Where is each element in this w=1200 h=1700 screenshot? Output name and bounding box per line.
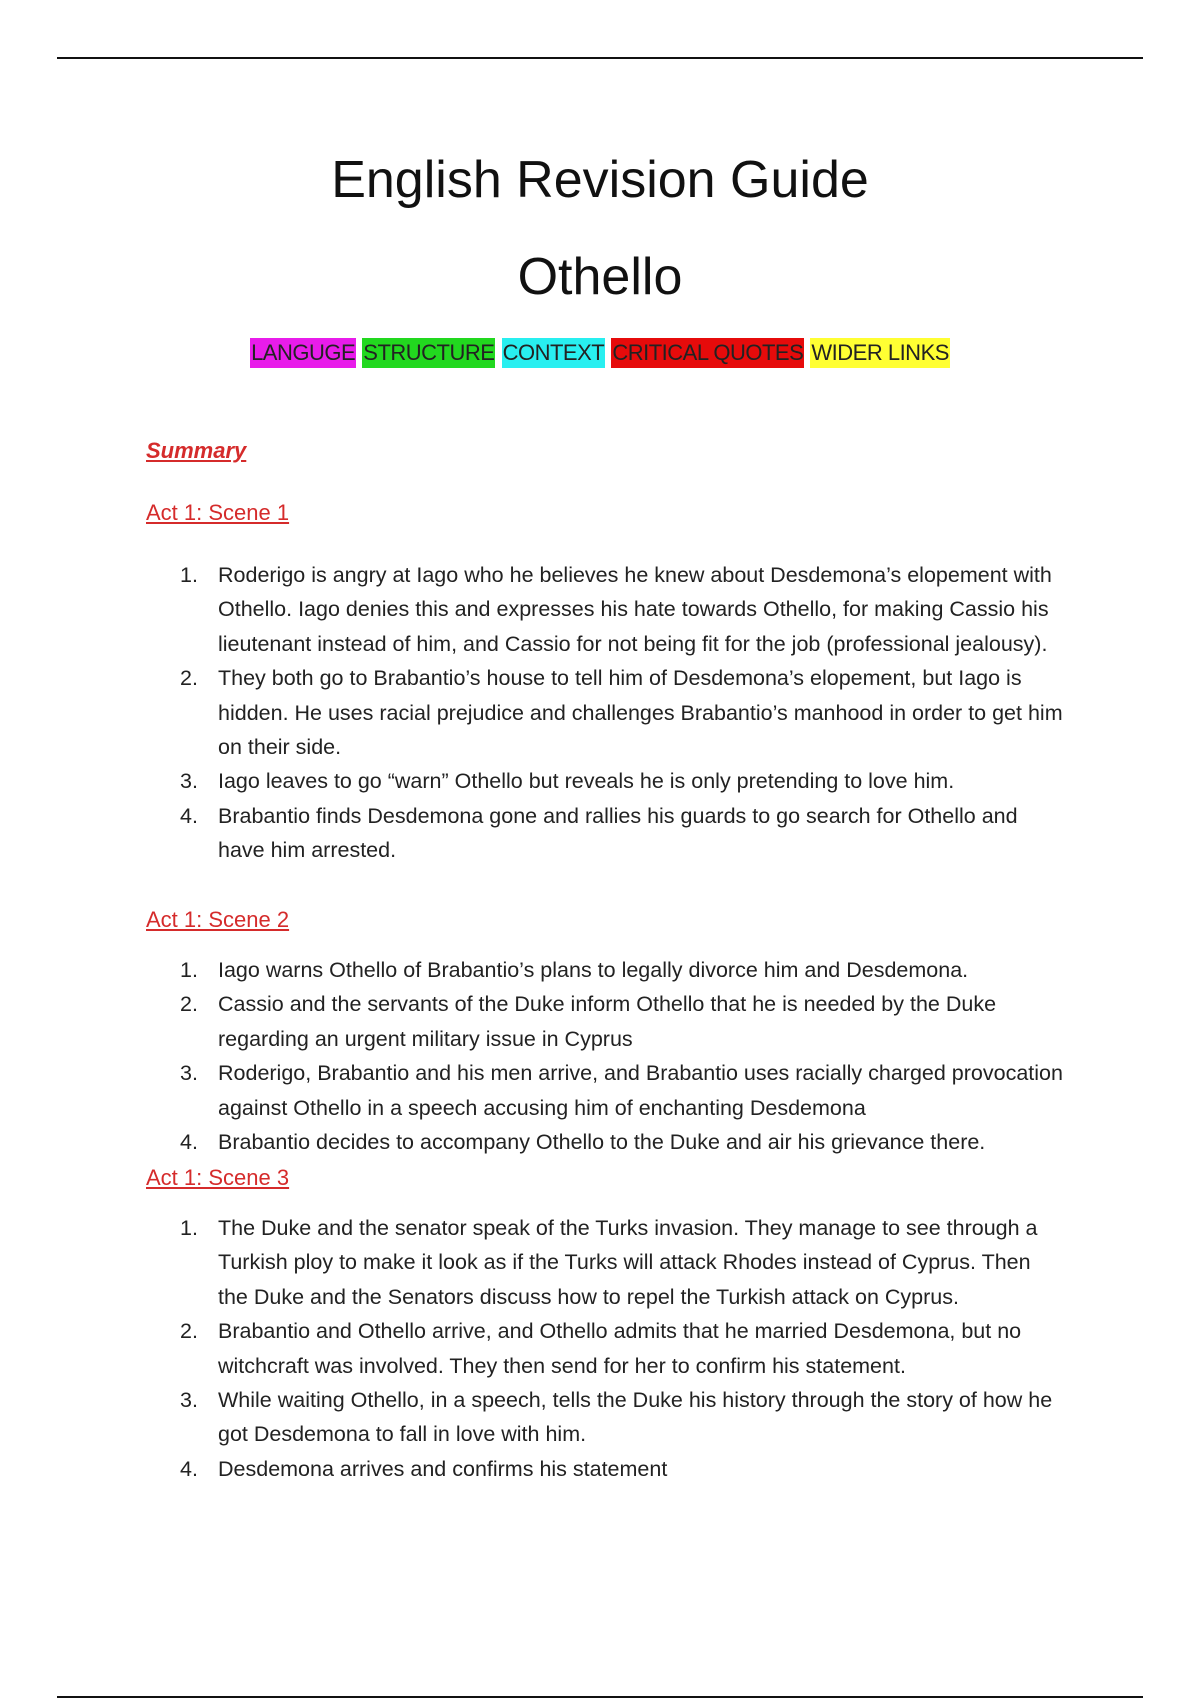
list-item: 1. Roderigo is angry at Iago who he believes he knew about Desdemona’s elopement with Othello. Iago denies this and expresses his hate towards Othello, for making Cassio his lieutenant instead of him, and Cassio for not being fit for the job (professional jealousy). bbox=[180, 563, 1052, 656]
list-item: 3. While waiting Othello, in a speech, tells the Duke his history through the story of how he got Desdemona to fall in love with him. bbox=[180, 1388, 1053, 1447]
section-heading-act1-scene1: Act 1: Scene 1 bbox=[146, 500, 290, 525]
list-item: 4. Desdemona arrives and confirms his statement bbox=[180, 1456, 668, 1481]
document-title: English Revision Guide bbox=[331, 151, 869, 209]
list-item: 3. Iago leaves to go “warn” Othello but reveals he is only pretending to love him. bbox=[180, 769, 955, 794]
document-subtitle: Othello bbox=[517, 248, 683, 306]
summary-heading: Summary bbox=[146, 438, 247, 463]
list-item: 3. Roderigo, Brabantio and his men arrive, and Brabantio uses racially charged provocation against Othello in a speech accusing him of enchanting Desdemona bbox=[180, 1061, 1063, 1120]
list-item: 2. Brabantio and Othello arrive, and Othello admits that he married Desdemona, but no witchcraft was involved. They then send for her to confirm his statement. bbox=[180, 1319, 1022, 1378]
legend-language: LANGUGE bbox=[250, 338, 356, 368]
header-rule bbox=[57, 57, 1143, 59]
section-heading-act1-scene2: Act 1: Scene 2 bbox=[146, 907, 290, 932]
act1-scene3-list bbox=[146, 1211, 1066, 1486]
legend-critical-quotes: CRITICAL QUOTES bbox=[611, 338, 804, 368]
legend-structure: STRUCTURE bbox=[362, 338, 495, 368]
list-item: 2. Cassio and the servants of the Duke inform Othello that he is needed by the Duke regarding an urgent military issue in Cyprus bbox=[180, 992, 997, 1051]
act1-scene2-list bbox=[146, 953, 1066, 1159]
list-item: 4. Brabantio decides to accompany Othello to the Duke and air his grievance there. bbox=[180, 1130, 986, 1155]
list-item: 4. Brabantio finds Desdemona gone and rallies his guards to go search for Othello and have him arrested. bbox=[180, 803, 1018, 863]
section-heading-act1-scene3: Act 1: Scene 3 bbox=[146, 1165, 290, 1190]
footer-rule bbox=[57, 1696, 1143, 1698]
legend-wider-links: WIDER LINKS bbox=[810, 338, 950, 368]
list-item: 2. They both go to Brabantio’s house to tell him of Desdemona’s elopement, but Iago is hidden. He uses racial prejudice and challenges Brabantio’s manhood in order to get him on their side. bbox=[180, 666, 1063, 760]
list-item: 1. Iago warns Othello of Brabantio’s plans to legally divorce him and Desdemona. bbox=[180, 958, 969, 982]
legend-context: CONTEXT bbox=[502, 338, 606, 368]
color-key-legend bbox=[0, 338, 1200, 368]
act1-scene1-list bbox=[146, 558, 1066, 868]
list-item: 1. The Duke and the senator speak of the Turks invasion. They manage to see through a Turkish ploy to make it look as if the Turks will attack Rhodes instead of Cyprus. Then the Duke and the Senators discuss how to repel the Turkish attack on Cyprus. bbox=[180, 1216, 1038, 1309]
